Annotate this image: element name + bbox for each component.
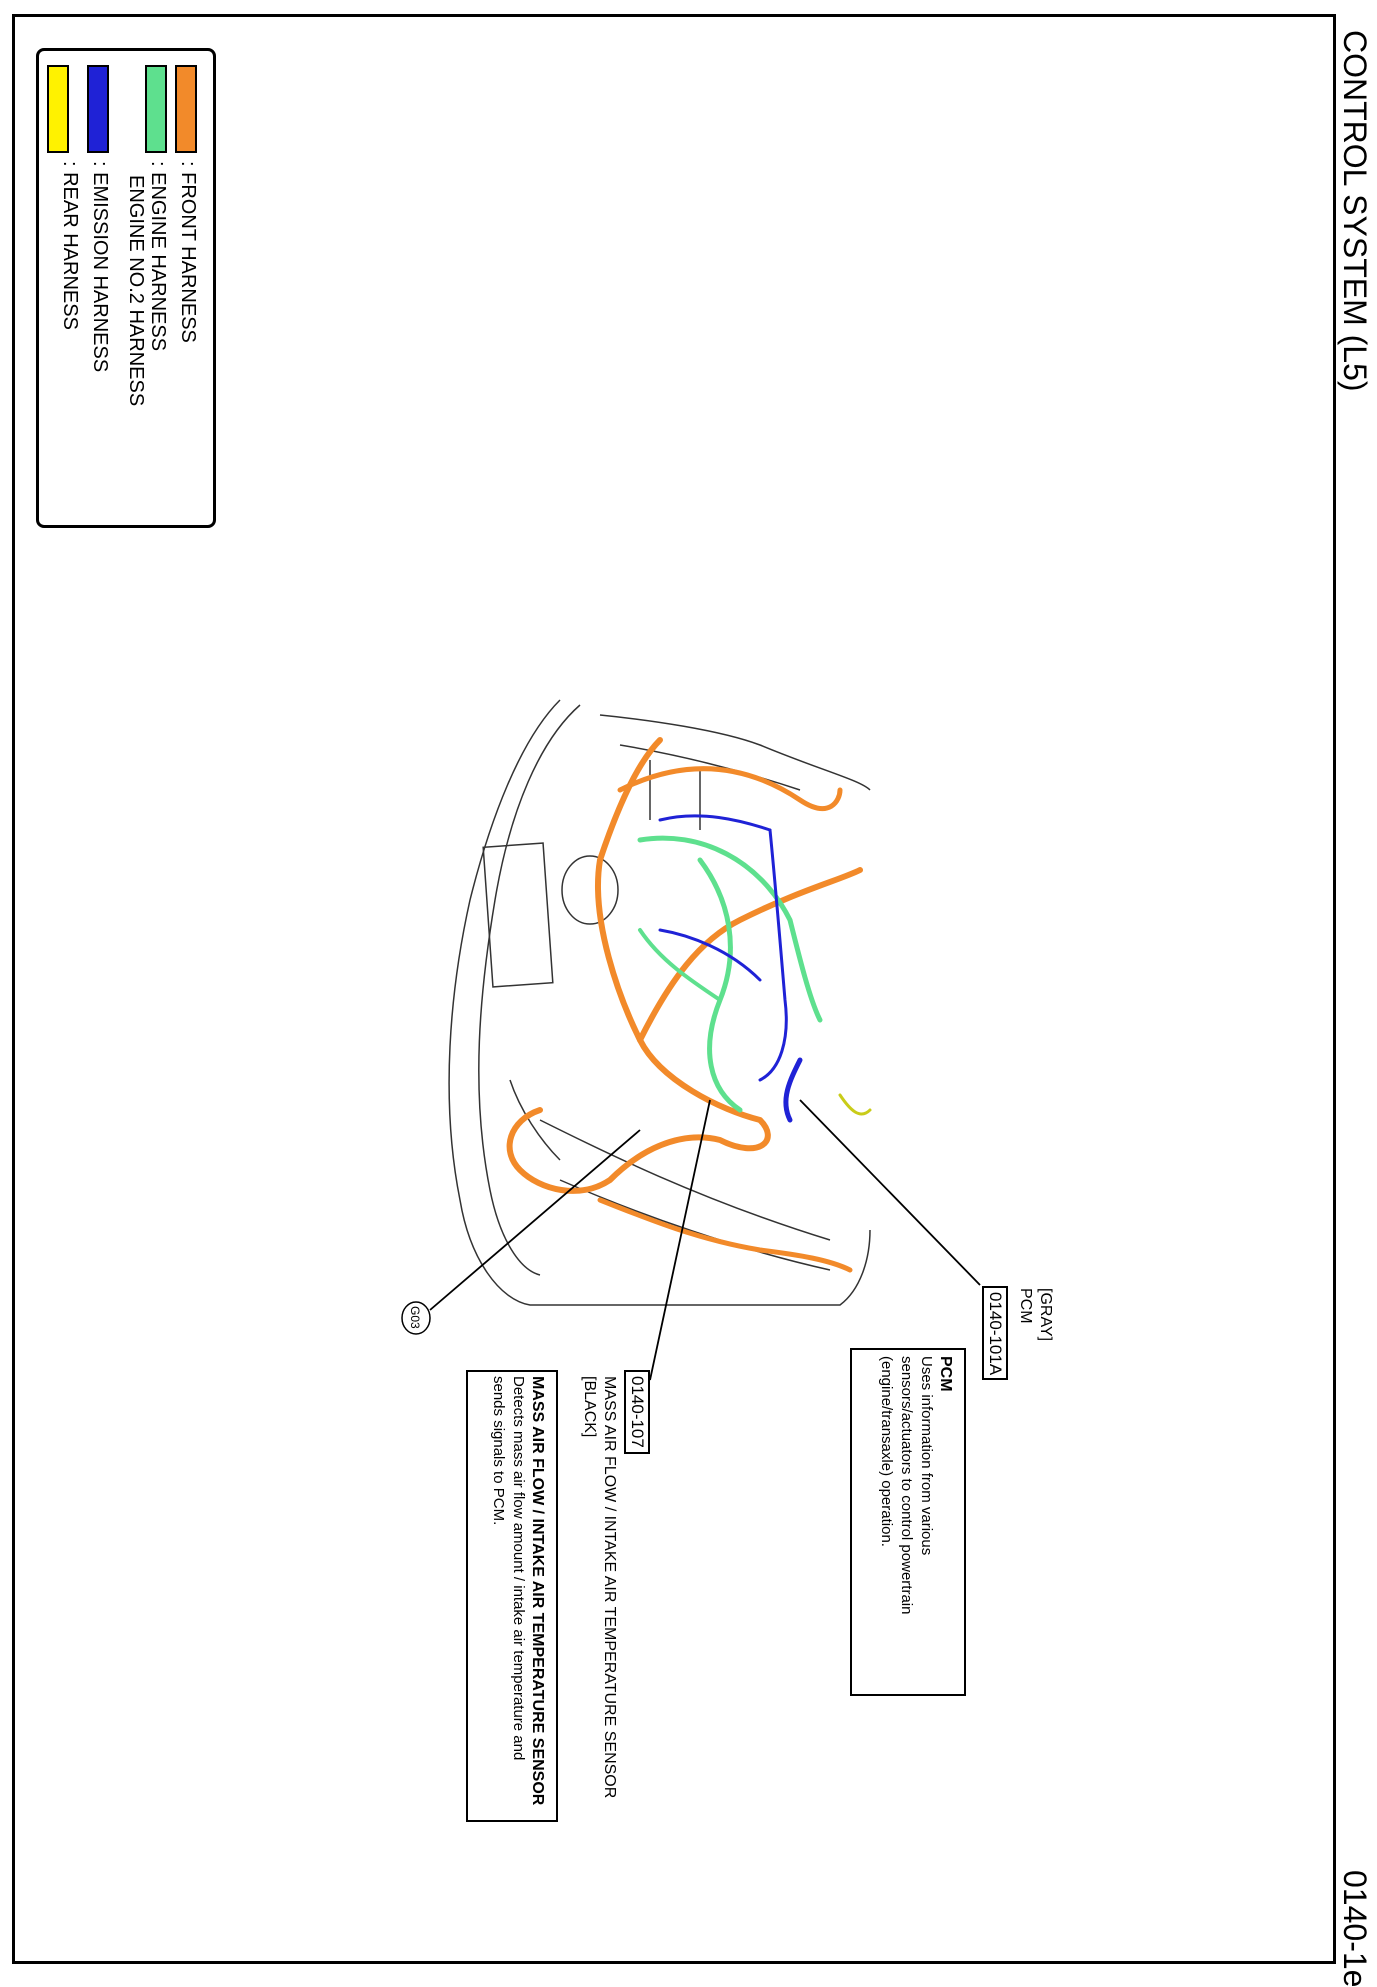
pcm-desc-line: (engine/transaxle) operation. [878,1356,895,1547]
legend-label-front: : FRONT HARNESS [177,161,199,343]
maf-desc-line: sends signals to PCM. [490,1376,507,1526]
ground-leader-line [430,1130,640,1310]
legend-label-engine-no2: ENGINE NO.2 HARNESS [125,175,147,407]
pcm-desc-line: Uses information from various [918,1356,935,1556]
page-title: CONTROL SYSTEM (L5) [1337,30,1373,392]
pcm-leader-line [800,1100,980,1285]
maf-code: 0140-107 [628,1376,647,1448]
ground-code: G03 [408,1306,422,1329]
pcm-desc-title: PCM [937,1356,954,1392]
maf-desc-line: Detects mass air flow amount / intake air temperature and [510,1376,527,1761]
maf-desc-title: MASS AIR FLOW / INTAKE AIR TEMPERATURE SENSOR [529,1376,546,1806]
maf-color-note: [BLACK] [581,1376,598,1438]
pcm-code: 0140-101A [986,1292,1005,1376]
maf-name: MASS AIR FLOW / INTAKE AIR TEMPERATURE SENSOR [601,1376,618,1799]
page-code: 0140-1e [1337,1870,1373,1987]
pcm-name: PCM [1017,1288,1034,1324]
legend-label-rear: : REAR HARNESS [59,161,81,330]
pcm-color-note: [GRAY] [1037,1288,1054,1342]
legend-label-engine: : ENGINE HARNESS [147,161,169,352]
legend-label-emission: : EMISSION HARNESS [89,161,111,373]
pcm-desc-line: sensors/actuators to control powertrain [898,1356,915,1615]
